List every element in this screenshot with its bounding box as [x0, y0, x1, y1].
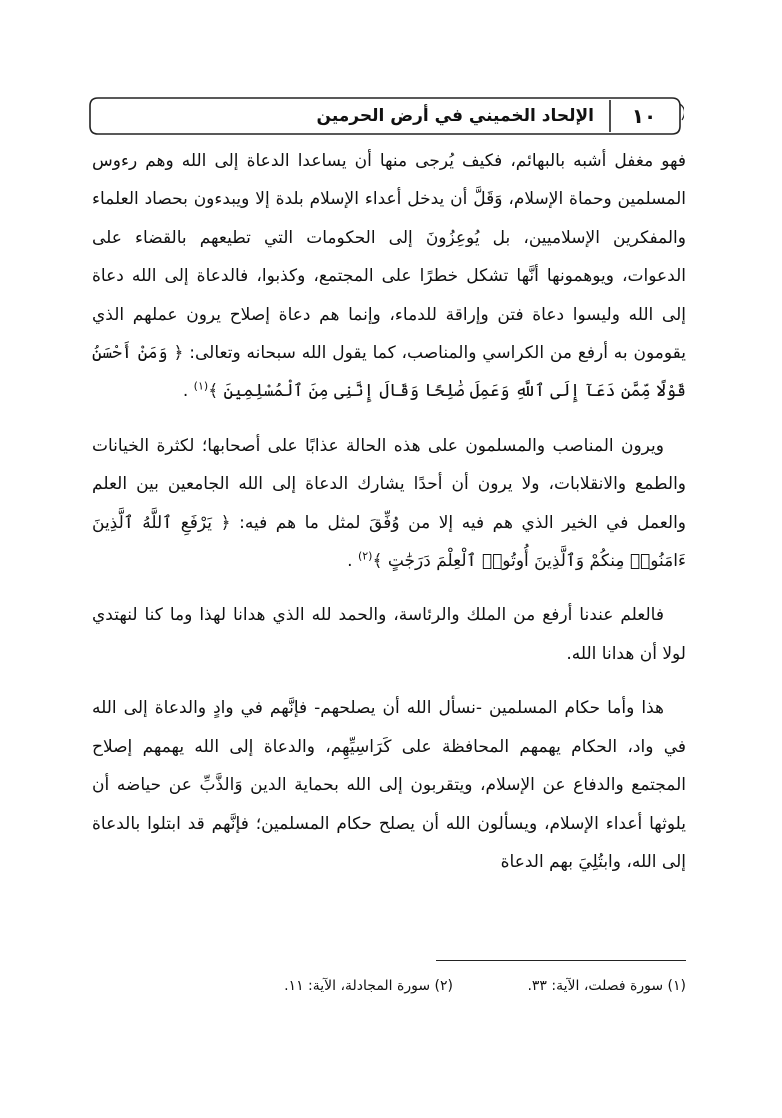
footnote: (٢) سورة المجادلة، الآية: ١١.	[284, 978, 453, 994]
footnote-reference: (٢)	[357, 549, 373, 563]
paragraph-end: .	[347, 551, 353, 572]
running-header	[88, 96, 684, 136]
quran-verse: ﴿ يَرْفَعِ ٱللَّهُ ٱلَّذِينَ ءَامَنُوا۟ مِنكُمْ وَٱلَّذِينَ أُوتُوا۟ ٱلْعِلْمَ دَرَجَٰتٍ ﴾	[92, 512, 686, 572]
quran-verse: ﴿ وَمَنْ أَحْسَنُ قَوْلًا مِّمَّن دَعَآ إِلَى ٱللَّهِ وَعَمِلَ صَٰلِحًا وَقَالَ إِنَّنِى مِنَ ٱلْمُسْلِمِينَ ﴾	[92, 343, 686, 402]
paragraph-text: فهو مغفل أشبه بالبهائم، فكيف يُرجى منها أن يساعدا الدعاة إلى الله وهم رءوس المسلمين وحماة الإسلام، وَقَلَّ أن يدخل أعداء الإسلام بلدة إلا ويبدءون بحصاد العلماء والمفكرين الإسلاميين، بل يُوعِزُونَ إلى الحكومات التي تطيعهم بالقضاء على الدعوات، ويوهمونها أنَّها تشكل خطرًا على المجتمع، وكذبوا، فالدعاة إلى الله دعاة إلى الله وليسوا دعاة فتن وإراقة للدماء، وإنما هم دعاة إصلاح يرون عملهم الذي يقومون به أرفع من الكراسي والمناصب، كما يقول الله سبحانه وتعالى:	[92, 151, 686, 364]
footnotes	[170, 972, 686, 1000]
paragraph-text: ويرون المناصب والمسلمون على هذه الحالة عذابًا على أصحابها؛ لكثرة الخيانات والطمع والانقلابات، ولا يرون أن أحدًا يشارك الدعاة إلى الله الجامعين بين العلم والعمل في الخير الذي هم فيه إلا من وُفِّقَ لمثل ما هم فيه:	[92, 435, 687, 533]
paragraph	[92, 427, 686, 581]
footnote-reference: (١)	[193, 379, 209, 393]
paragraph-end: .	[182, 381, 189, 402]
paragraph	[92, 596, 686, 673]
paragraph-text: فالعلم عندنا أرفع من الملك والرئاسة، والحمد لله الذي هدانا لهذا وما كنا لنهتدي لولا أن هدانا الله.	[92, 605, 686, 664]
paragraph	[92, 142, 686, 411]
paragraph	[92, 689, 686, 881]
page-number: ١٠	[631, 104, 657, 128]
header-title: الإلحاد الخميني في أرض الحرمين	[316, 106, 594, 126]
footnote-separator	[436, 960, 686, 961]
footnote: (١) سورة فصلت، الآية: ٣٣.	[527, 978, 686, 994]
paragraph-text: هذا وأما حكام المسلمين -نسأل الله أن يصلحهم- فإنَّهم في وادٍ والدعاة إلى الله في واد، الحكام يهمهم المحافظة على كَرَاسِيِّهِم، والدعاة إلى الله يهمهم إصلاح المجتمع والدفاع عن الإسلام، ويتقربون إلى الله بحماية الدين وَالذَّبِّ عن حياضه أن يلوثها أعداء الإسلام، ويسألون الله أن يصلح حكام المسلمين؛ فإنَّهم قد ابتلوا بالدعاة إلى الله، وابتُلِيَ بهم الدعاة	[92, 698, 686, 872]
main-text	[92, 142, 686, 881]
